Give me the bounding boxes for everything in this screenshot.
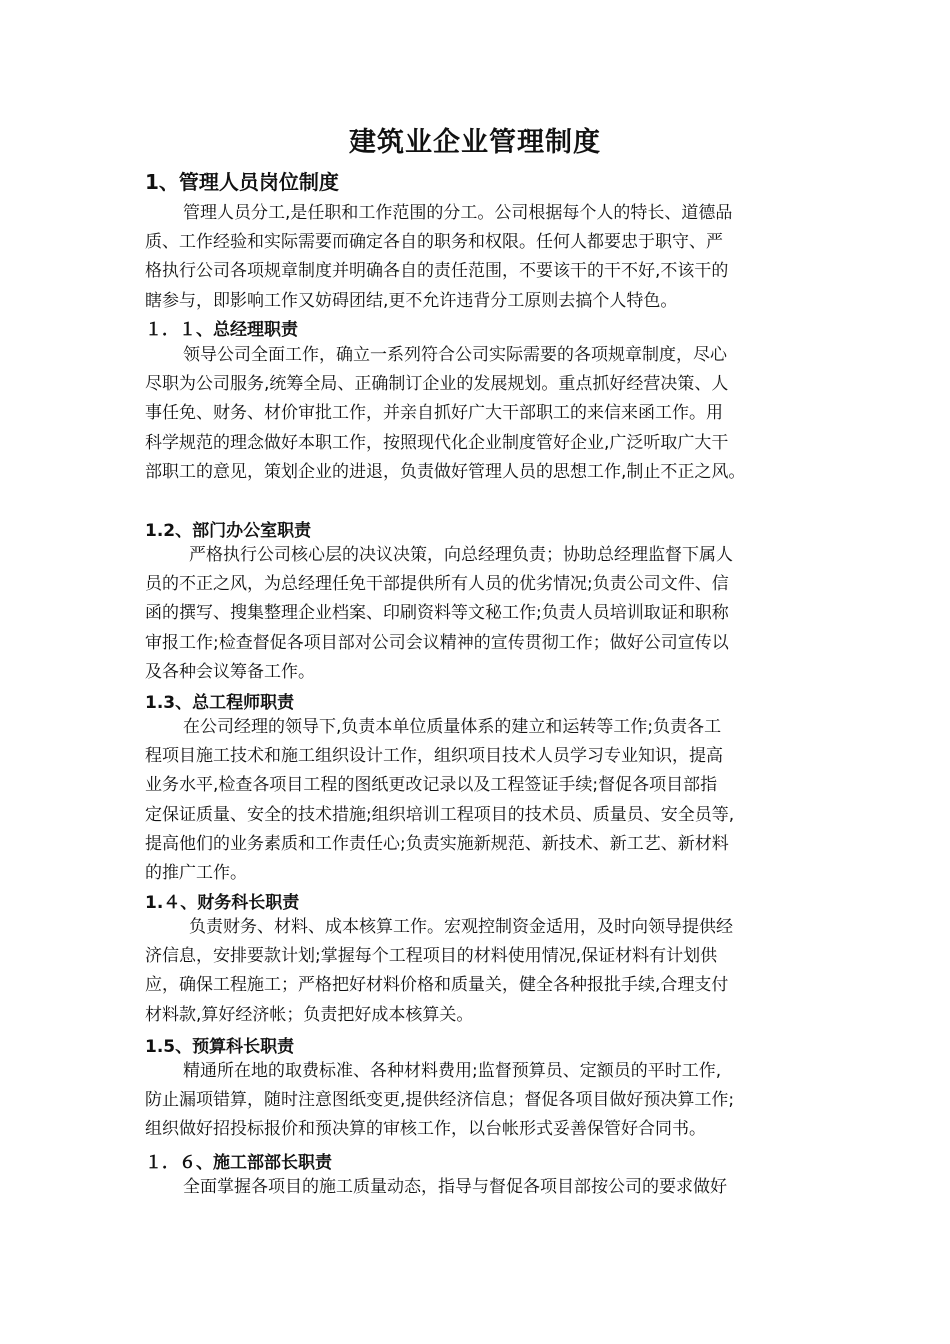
paragraph-line: 瞎参与，即影响工作又妨碍团结,更不允许违背分工原则去搞个人特色。 xyxy=(145,290,678,311)
paragraph-line: 审报工作;检查督促各项目部对公司会议精神的宣传贯彻工作；做好公司宣传以 xyxy=(145,632,729,653)
paragraph-line: 格执行公司各项规章制度并明确各自的责任范围，不要该干的干不好,不该干的 xyxy=(145,261,729,282)
paragraph-line: 员的不正之风，为总经理任免干部提供所有人员的优劣情况;负责公司文件、信 xyxy=(145,574,729,595)
paragraph-line: 及各种会议筹备工作。 xyxy=(145,661,315,682)
paragraph-line: 严格执行公司核心层的决议决策，向总经理负责；协助总经理监督下属人 xyxy=(189,545,733,565)
section-heading-1-4: 1.４、财务科长职责 xyxy=(145,893,300,913)
paragraph-line: 函的撰写、搜集整理企业档案、印刷资料等文秘工作;负责人员培训取证和职称 xyxy=(145,603,729,624)
section-heading-1-2: 1.2、部门办公室职责 xyxy=(145,521,312,541)
paragraph-line: 程项目施工技术和施工组织设计工作，组织项目技术人员学习专业知识，提高 xyxy=(145,746,723,767)
paragraph-line: 应，确保工程施工；严格把好材料价格和质量关，健全各种报批手续,合理支付 xyxy=(145,975,729,996)
paragraph-line: 全面掌握各项目的施工质量动态，指导与督促各项目部按公司的要求做好 xyxy=(183,1177,727,1197)
paragraph-line: 尽职为公司服务,统筹全局、正确制订企业的发展规划。重点抓好经营决策、人 xyxy=(145,374,729,395)
paragraph-line: 部职工的意见，策划企业的进退，负责做好管理人员的思想工作,制止不正之风。 xyxy=(145,461,746,482)
section-1-5-paragraph xyxy=(145,1057,807,1145)
section-1-4-paragraph xyxy=(145,913,807,1030)
paragraph-line: 提高他们的业务素质和工作责任心;负责实施新规范、新技术、新工艺、新材料 xyxy=(145,833,729,854)
paragraph-line: 领导公司全面工作，确立一系列符合公司实际需要的各项规章制度，尽心 xyxy=(183,345,727,365)
section-heading-1: 1、管理人员岗位制度 xyxy=(145,170,339,194)
paragraph-line: 的推广工作。 xyxy=(145,863,247,884)
paragraph-line: 济信息，安排要款计划;掌握每个工程项目的材料使用情况,保证材料有计划供 xyxy=(145,946,718,967)
section-heading-1-5: 1.5、预算科长职责 xyxy=(145,1037,295,1057)
paragraph-line: 业务水平,检查各项目工程的图纸更改记录以及工程签证手续;督促各项目部指 xyxy=(145,775,718,796)
section-1-3-paragraph xyxy=(145,713,807,888)
paragraph-line: 在公司经理的领导下,负责本单位质量体系的建立和运转等工作;负责各工 xyxy=(183,717,722,737)
paragraph-line: 材料款,算好经济帐；负责把好成本核算关。 xyxy=(145,1004,474,1025)
paragraph-line: 科学规范的理念做好本职工作，按照现代化企业制度管好企业,广泛听取广大干 xyxy=(145,432,729,453)
section-1-intro-paragraph xyxy=(145,199,807,316)
section-heading-1-6: １．６、施工部部长职责 xyxy=(145,1153,332,1173)
paragraph-line: 事任免、财务、材价审批工作，并亲自抓好广大干部职工的来信来函工作。用 xyxy=(145,403,723,424)
section-1-6-paragraph xyxy=(145,1173,807,1202)
paragraph-line: 组织做好招投标报价和预决算的审核工作，以台帐形式妥善保管好合同书。 xyxy=(145,1119,706,1140)
paragraph-line: 防止漏项错算，随时注意图纸变更,提供经济信息；督促各项目做好预决算工作; xyxy=(145,1090,735,1111)
document-title: 建筑业企业管理制度 xyxy=(349,127,601,158)
paragraph-line: 质、工作经验和实际需要而确定各自的职务和权限。任何人都要忠于职守、严 xyxy=(145,232,723,253)
section-heading-1-3: 1.3、总工程师职责 xyxy=(145,693,295,713)
section-heading-1-1: １．１、总经理职责 xyxy=(145,320,298,340)
paragraph-line: 负责财务、材料、成本核算工作。宏观控制资金适用，及时向领导提供经 xyxy=(189,917,733,937)
section-1-1-paragraph xyxy=(145,341,807,487)
paragraph-line: 定保证质量、安全的技术措施;组织培训工程项目的技术员、质量员、安全员等, xyxy=(145,804,735,825)
paragraph-line: 管理人员分工,是任职和工作范围的分工。公司根据每个人的特长、道德品 xyxy=(183,203,733,223)
paragraph-line: 精通所在地的取费标准、各种材料费用;监督预算员、定额员的平时工作, xyxy=(183,1061,722,1081)
section-1-2-paragraph xyxy=(145,541,807,687)
